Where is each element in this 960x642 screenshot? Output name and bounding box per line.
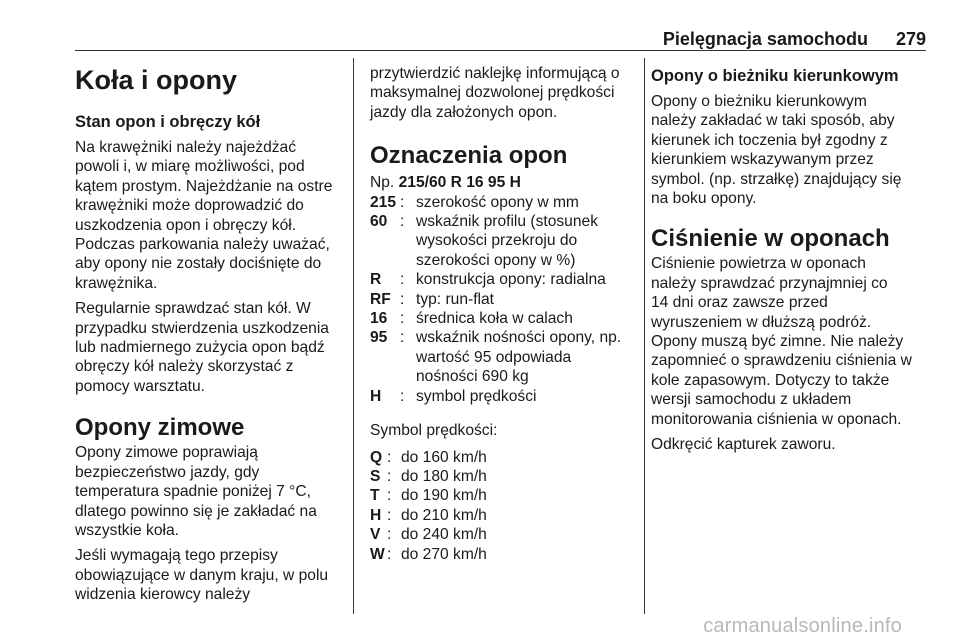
- definition-value: konstrukcja opony: radialna: [416, 271, 606, 289]
- text-line: obowiązujące w danym kraju, w polu: [75, 566, 329, 584]
- text-line: symbol. (np. strzałkę) znajdujący się: [651, 170, 902, 188]
- column-divider: [644, 58, 645, 614]
- definition-key: V: [370, 526, 381, 544]
- text-line: 14 dni oraz zawsze przed: [651, 294, 828, 312]
- text-line: jazdy dla założonych opon.: [370, 103, 558, 121]
- text-line: Opony o bieżniku kierunkowym: [651, 93, 867, 110]
- chapter-title: Koła i opony: [75, 65, 237, 95]
- text-line: dlatego powinno się je zakładać na: [75, 502, 317, 520]
- definition-key: 16: [370, 310, 388, 328]
- definition-separator: :: [400, 193, 405, 211]
- text-line: pomocy warsztatu.: [75, 377, 205, 395]
- definition-value: wskaźnik nośności opony, np. wartość 95 odpowiada nośności 690 kg: [416, 329, 622, 386]
- definition-separator: :: [400, 329, 405, 347]
- definition-separator: :: [387, 526, 392, 544]
- column-2: [370, 56, 632, 564]
- text-line: widzenia kierowcy należy: [75, 586, 251, 604]
- definition-key: T: [370, 487, 380, 505]
- paragraph: [75, 299, 343, 396]
- text-line: Regularnie sprawdzać stan kół. W: [75, 300, 311, 318]
- definition-value: średnica koła w calach: [416, 310, 573, 328]
- definition-row: [370, 212, 621, 270]
- definition-key: S: [370, 467, 381, 485]
- definition-value: do 270 km/h: [401, 545, 487, 563]
- text-line: Ciśnienie powietrza w oponach: [651, 255, 866, 273]
- paragraph: [651, 254, 931, 429]
- definition-value: do 190 km/h: [401, 487, 487, 505]
- text-line: kole zapasowym. Dotyczy to także: [651, 371, 890, 389]
- definition-separator: :: [387, 448, 392, 466]
- column-divider: [353, 58, 354, 614]
- text-line: zapomnieć o sprawdzeniu ciśnienia w: [651, 352, 912, 370]
- definition-separator: :: [400, 213, 405, 231]
- text-line: Opony zimowe poprawiają: [75, 444, 258, 462]
- text-line: Opony muszą być zimne. Nie należy: [651, 333, 904, 351]
- text-line: kierunkiem wskazywanym przez: [651, 151, 874, 169]
- heading-directional-tyres: Opony o bieżniku kierunkowym: [651, 67, 899, 85]
- text-line: monitorowania ciśnienia w oponach.: [651, 410, 902, 428]
- definition-separator: :: [387, 506, 392, 524]
- text-line: wyruszeniem w dłuższą podróż.: [651, 313, 872, 331]
- text-line: temperatura spadnie poniżej 7 °C,: [75, 483, 311, 501]
- definition-separator: :: [400, 387, 405, 405]
- text-line: należy sprawdzać przynajmniej co: [651, 274, 888, 292]
- definition-row: [370, 525, 487, 544]
- speed-symbol-table: [370, 448, 487, 564]
- text-line: wersji samochodu z układem: [651, 391, 852, 409]
- definition-row: [370, 270, 621, 289]
- heading-tyre-markings: Oznaczenia opon: [370, 142, 568, 170]
- paragraph: [651, 435, 931, 454]
- definition-value: typ: run-flat: [416, 290, 494, 308]
- text-line: Na krawężniki należy najeżdżać: [75, 139, 297, 156]
- definition-separator: :: [400, 271, 405, 289]
- section-title: Pielęgnacja samochodu: [662, 29, 868, 49]
- watermark: carmanualsonline.info: [703, 615, 902, 637]
- column-1: [75, 56, 343, 605]
- text-line: kierunek ich toczenia był zgodny z: [651, 131, 888, 149]
- definition-row: [370, 309, 621, 328]
- definition-row: [370, 387, 621, 406]
- text-line: krawężniki może doprowadzić do: [75, 197, 304, 215]
- text-line: na boku opony.: [651, 190, 757, 208]
- text-line: Jeśli wymagają tego przepisy: [75, 547, 278, 565]
- definition-key: 60: [370, 213, 388, 231]
- text-line: lub nadmiernego zużycia opon bądź: [75, 339, 325, 357]
- definition-value: do 180 km/h: [401, 467, 487, 485]
- definition-separator: :: [400, 290, 405, 308]
- heading-tyre-pressure: Ciśnienie w oponach: [651, 225, 890, 253]
- definition-value: do 240 km/h: [401, 526, 487, 544]
- text-line: przypadku stwierdzenia uszkodzenia: [75, 319, 329, 337]
- definition-row: [370, 545, 487, 564]
- text-line: przytwierdzić naklejkę informującą o: [370, 65, 620, 82]
- definition-value: szerokość opony w mm: [416, 193, 579, 211]
- text-line: bezpieczeństwo jazdy, gdy: [75, 463, 260, 481]
- paragraph: [651, 92, 931, 208]
- paragraph: [75, 443, 343, 540]
- definition-separator: :: [387, 487, 392, 505]
- paragraph: [75, 546, 343, 604]
- definition-row: [370, 290, 621, 309]
- subheading-wheel-condition: Stan opon i obręczy kół: [75, 113, 261, 131]
- definition-value: symbol prędkości: [416, 387, 537, 405]
- definition-key: R: [370, 271, 382, 289]
- definition-row: [370, 506, 487, 525]
- example-code: 215/60 R 16 95 H: [398, 174, 521, 192]
- page-header: [75, 28, 926, 50]
- example-prefix: Np.: [370, 174, 399, 192]
- definition-separator: :: [387, 467, 392, 485]
- definition-row: [370, 467, 487, 486]
- text-line: należy zakładać w taki sposób, aby: [651, 112, 895, 130]
- definition-key: Q: [370, 448, 383, 466]
- definition-separator: :: [400, 310, 405, 328]
- example-line: [370, 173, 632, 192]
- text-line: obręczy kół należy skorzystać z: [75, 358, 294, 376]
- column-3: [651, 56, 931, 455]
- text-line: Podczas parkowania należy uważać,: [75, 236, 330, 254]
- speed-symbol-label: Symbol prędkości:: [370, 422, 498, 440]
- definition-key: H: [370, 506, 382, 524]
- definition-key: H: [370, 387, 382, 405]
- text-line: maksymalnej dozwolonej prędkości: [370, 84, 615, 102]
- definition-key: 95: [370, 329, 388, 347]
- definition-value: wskaźnik profilu (stosunek wysokości przekroju do szerokości opony w %): [416, 213, 599, 269]
- text-line: Odkręcić kapturek zaworu.: [651, 436, 836, 454]
- text-line: kątem prostym. Najeżdżanie na ostre: [75, 177, 333, 195]
- paragraph: [370, 64, 632, 122]
- definition-row: [370, 193, 621, 212]
- definition-key: W: [370, 545, 385, 563]
- text-line: uszkodzenia opon i obręczy kół.: [75, 216, 297, 234]
- definition-value: do 160 km/h: [401, 448, 487, 466]
- tyre-code-definitions: [370, 193, 621, 406]
- definition-separator: :: [387, 545, 392, 563]
- heading-winter-tyres: Opony zimowe: [75, 414, 245, 442]
- definition-row: [370, 448, 487, 467]
- definition-row: [370, 328, 621, 386]
- header-divider: [75, 50, 926, 51]
- definition-key: 215: [370, 193, 397, 211]
- definition-row: [370, 486, 487, 505]
- text-line: wszystkie koła.: [75, 521, 179, 539]
- text-line: aby opony nie zostały dociśnięte do: [75, 255, 322, 273]
- text-line: krawężnika.: [75, 274, 158, 292]
- page-number: 279: [895, 29, 926, 49]
- definition-value: do 210 km/h: [401, 506, 487, 524]
- paragraph: [75, 138, 343, 293]
- text-line: powoli i, w miarę możliwości, pod: [75, 158, 305, 176]
- definition-key: RF: [370, 290, 391, 308]
